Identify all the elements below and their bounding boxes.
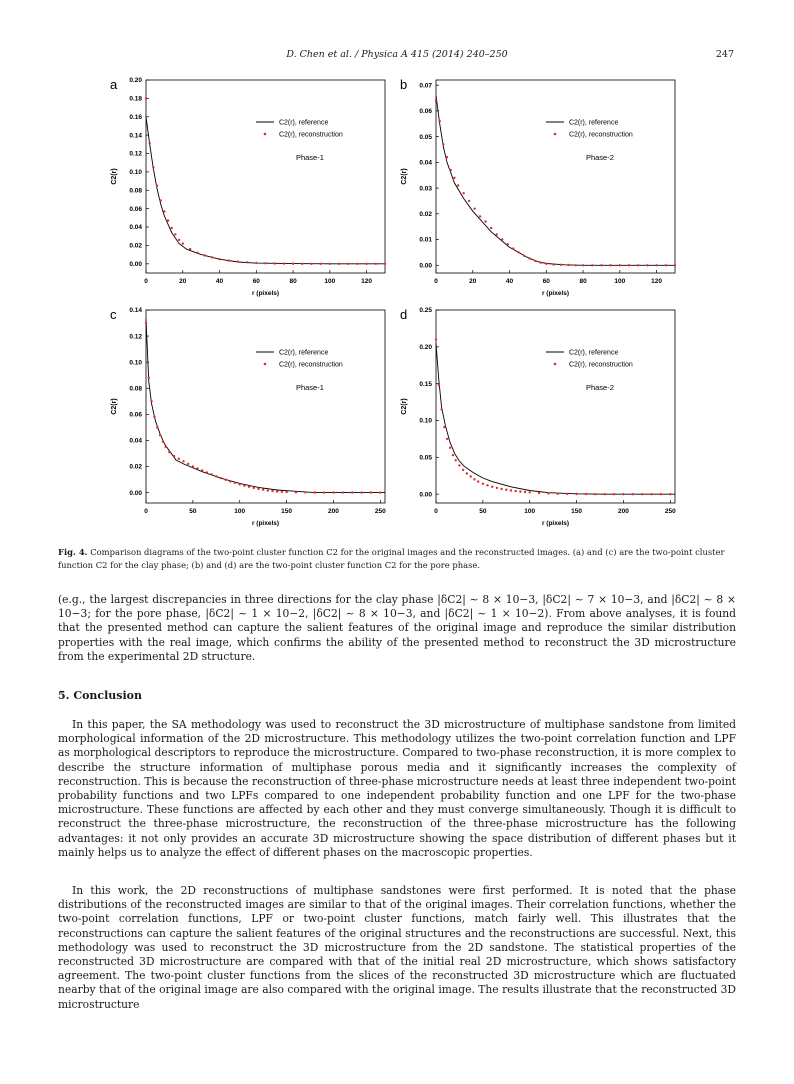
legend-entry-reconstruction: C2(r), reconstruction xyxy=(568,131,633,139)
reconstruction-point xyxy=(510,489,512,491)
reconstruction-point xyxy=(237,260,239,262)
reconstruction-point xyxy=(173,455,175,457)
reconstruction-point xyxy=(215,475,217,477)
section-heading: 5. Conclusion xyxy=(58,689,142,702)
reconstruction-point xyxy=(637,264,639,266)
legend-dot-swatch xyxy=(264,133,267,136)
reconstruction-point xyxy=(145,97,147,99)
reconstruction-point xyxy=(557,493,559,495)
reconstruction-point xyxy=(515,490,517,492)
reconstruction-point xyxy=(482,483,484,485)
reconstruction-point xyxy=(455,459,457,461)
reconstruction-point xyxy=(262,489,264,491)
y-tick-label: 0.06 xyxy=(419,108,432,116)
y-tick-label: 0.10 xyxy=(129,359,142,367)
reconstruction-point xyxy=(660,493,662,495)
x-axis-label: r (pixels) xyxy=(251,520,280,527)
reconstruction-point xyxy=(534,260,536,262)
reconstruction-point xyxy=(171,227,173,229)
reference-curve xyxy=(436,343,675,494)
reconstruction-point xyxy=(585,493,587,495)
reconstruction-point xyxy=(462,192,464,194)
reconstruction-point xyxy=(248,486,250,488)
chart-svg xyxy=(398,305,683,530)
reconstruction-point xyxy=(566,493,568,495)
reconstruction-point xyxy=(650,493,652,495)
y-axis-label: C2(r) xyxy=(401,168,408,185)
reconstruction-point xyxy=(229,480,231,482)
reconstruction-point xyxy=(201,469,203,471)
y-tick-label: 0.00 xyxy=(419,491,432,499)
reconstruction-point xyxy=(524,491,526,493)
y-tick-label: 0.15 xyxy=(419,380,432,388)
reconstruction-point xyxy=(665,264,667,266)
reconstruction-point xyxy=(314,491,316,493)
reconstruction-point xyxy=(167,219,169,221)
reconstruction-point xyxy=(332,491,334,493)
x-tick-label: 80 xyxy=(289,278,297,285)
reconstruction-point xyxy=(594,493,596,495)
reconstruction-point xyxy=(156,185,158,187)
x-tick-label: 100 xyxy=(614,278,626,285)
x-axis-label: r (pixels) xyxy=(251,290,280,297)
y-tick-label: 0.04 xyxy=(419,159,432,167)
reconstruction-point xyxy=(438,384,440,386)
reconstruction-point xyxy=(450,169,452,171)
reconstruction-point xyxy=(628,264,630,266)
reconstruction-point xyxy=(619,264,621,266)
reconstruction-point xyxy=(443,426,445,428)
y-tick-label: 0.02 xyxy=(419,211,432,219)
x-tick-label: 60 xyxy=(252,278,260,285)
reconstruction-point xyxy=(211,256,213,258)
legend-entry-reconstruction: C2(r), reconstruction xyxy=(278,131,343,139)
reconstruction-point xyxy=(338,263,340,265)
x-tick-label: 0 xyxy=(144,278,148,285)
chart-svg xyxy=(108,305,393,530)
reconstruction-point xyxy=(271,490,273,492)
reconstruction-point xyxy=(301,263,303,265)
reconstruction-point xyxy=(512,247,514,249)
reconstruction-point xyxy=(507,243,509,245)
reconstruction-point xyxy=(153,416,155,418)
reconstruction-point xyxy=(466,472,468,474)
plot-frame xyxy=(436,80,675,273)
reconstruction-point xyxy=(379,491,381,493)
y-tick-label: 0.02 xyxy=(129,463,142,471)
reconstruction-point xyxy=(206,471,208,473)
reconstruction-point xyxy=(641,493,643,495)
reconstruction-point xyxy=(283,262,285,264)
reconstruction-point xyxy=(435,99,437,101)
x-tick-label: 0 xyxy=(434,508,438,515)
x-tick-label: 20 xyxy=(179,278,187,285)
y-tick-label: 0.00 xyxy=(129,261,142,269)
reconstruction-point xyxy=(435,338,437,340)
reconstruction-point xyxy=(529,491,531,493)
y-tick-label: 0.10 xyxy=(419,417,432,425)
reconstruction-point xyxy=(360,491,362,493)
x-tick-label: 40 xyxy=(215,278,224,285)
reconstruction-point xyxy=(453,177,455,179)
x-tick-label: 50 xyxy=(479,508,487,515)
reconstruction-point xyxy=(518,251,520,253)
reconstruction-point xyxy=(468,200,470,202)
reconstruction-point xyxy=(187,463,189,465)
reconstruction-point xyxy=(234,482,236,484)
legend-dot-swatch xyxy=(264,363,267,366)
phase-annotation: Phase-1 xyxy=(295,383,324,392)
reconstruction-point xyxy=(505,489,507,491)
reconstruction-point xyxy=(292,263,294,265)
reconstruction-point xyxy=(329,263,331,265)
reference-curve xyxy=(146,117,385,264)
reconstruction-point xyxy=(462,469,464,471)
legend-entry-reference: C2(r), reference xyxy=(278,119,329,127)
reconstruction-point xyxy=(449,447,451,449)
legend-entry-reconstruction: C2(r), reconstruction xyxy=(568,361,633,369)
reconstruction-point xyxy=(370,491,372,493)
legend-entry-reconstruction: C2(r), reconstruction xyxy=(278,361,343,369)
y-tick-label: 0.20 xyxy=(129,77,142,85)
reconstruction-point xyxy=(218,258,220,260)
figure-panel-a xyxy=(108,75,393,304)
reconstruction-point xyxy=(160,199,162,201)
y-tick-label: 0.14 xyxy=(129,307,142,315)
reconstruction-point xyxy=(477,480,479,482)
reconstruction-point xyxy=(375,263,377,265)
y-tick-label: 0.08 xyxy=(129,385,142,393)
figure-caption xyxy=(58,546,738,572)
reconstruction-point xyxy=(243,485,245,487)
reconstruction-point xyxy=(545,263,547,265)
x-axis-label: r (pixels) xyxy=(541,290,570,297)
reconstruction-point xyxy=(168,451,170,453)
reconstruction-point xyxy=(295,491,297,493)
body-paragraph-2: In this paper, the SA methodology was used to reconstruct the 3D microstructure of multiphase sandstone from limited morphological information of the 2D microstructure. This methodology utilizes the two-point correlation function and LPF as morphological descriptors to reproduce the microstructure. Compared to two-phase reconstruction, it is more complex to describe the structure information of multiphase porous media and it significantly increases the complexity of reconstruction. This is because the reconstruction of three-phase microstructure needs at least three independent two-point probability functions and two LPFs compared to one independent probability function and one LPF for the two-phase microstructure. These functions are affected by each other and they must converge simultaneously. Though it is difficult to reconstruct the three-phase microstructure, the reconstruction of the three-phase microstructure has the following advantages: it not only provides an accurate 3D microstructure showing the space distribution of different phases but it mainly helps us to analyze the effect of different phases on the macroscopic properties. xyxy=(58,718,736,859)
reconstruction-point xyxy=(646,264,648,266)
reconstruction-point xyxy=(442,143,444,145)
y-tick-label: 0.12 xyxy=(129,150,142,158)
reconstruction-point xyxy=(150,400,152,402)
reconstruction-point xyxy=(156,426,158,428)
reconstruction-point xyxy=(281,491,283,493)
reconstruction-point xyxy=(622,493,624,495)
reconstruction-point xyxy=(323,491,325,493)
legend-entry-reference: C2(r), reference xyxy=(568,119,619,127)
reconstruction-point xyxy=(356,263,358,265)
reconstruction-point xyxy=(152,166,154,168)
y-tick-label: 0.06 xyxy=(129,205,142,213)
legend-entry-reference: C2(r), reference xyxy=(568,349,619,357)
reconstruction-point xyxy=(470,475,472,477)
reconstruction-point xyxy=(264,262,266,264)
reconstruction-point xyxy=(196,467,198,469)
reconstruction-point xyxy=(496,487,498,489)
reference-curve xyxy=(436,95,675,265)
y-tick-label: 0.02 xyxy=(129,242,142,250)
reconstruction-point xyxy=(276,490,278,492)
y-tick-label: 0.18 xyxy=(129,95,142,103)
reconstruction-point xyxy=(342,491,344,493)
x-tick-label: 150 xyxy=(281,508,293,515)
reconstruction-point xyxy=(310,263,312,265)
reconstruction-point xyxy=(575,264,577,266)
y-tick-label: 0.01 xyxy=(419,236,432,244)
caption-text: Comparison diagrams of the two-point cluster function C2 for the original images and the reconstructed images. (a) and (c) are the two-point cluster function C2 for the clay phase; (b) and (d) are the two-point cluster function C2 for the pore phase. xyxy=(58,547,725,570)
chart-svg xyxy=(398,75,683,300)
reconstruction-point xyxy=(473,478,475,480)
y-tick-label: 0.00 xyxy=(419,262,432,270)
x-tick-label: 120 xyxy=(361,278,373,285)
y-tick-label: 0.14 xyxy=(129,132,142,140)
reconstruction-point xyxy=(239,483,241,485)
reconstruction-point xyxy=(600,264,602,266)
reconstruction-point xyxy=(220,477,222,479)
reconstruction-point xyxy=(228,259,230,261)
legend-dot-swatch xyxy=(554,363,557,366)
reconstruction-point xyxy=(446,156,448,158)
panel-label: c xyxy=(110,307,117,322)
reconstruction-point xyxy=(604,493,606,495)
reconstruction-point xyxy=(178,458,180,460)
reconstruction-point xyxy=(178,239,180,241)
reconstruction-point xyxy=(320,263,322,265)
x-tick-label: 120 xyxy=(651,278,663,285)
x-tick-label: 200 xyxy=(328,508,339,515)
reconstruction-point xyxy=(145,322,147,324)
reconstruction-point xyxy=(351,491,353,493)
x-tick-label: 60 xyxy=(542,278,550,285)
y-tick-label: 0.03 xyxy=(419,185,432,193)
y-tick-label: 0.16 xyxy=(129,113,142,121)
caption-label: Fig. 4. xyxy=(58,547,88,557)
reconstruction-point xyxy=(484,220,486,222)
reconstruction-point xyxy=(674,264,676,266)
reconstruction-point xyxy=(567,264,569,266)
reconstruction-point xyxy=(440,408,442,410)
y-tick-label: 0.04 xyxy=(129,437,142,445)
reconstruction-point xyxy=(165,446,167,448)
reconstruction-point xyxy=(384,263,386,265)
x-tick-label: 150 xyxy=(571,508,583,515)
reconstruction-point xyxy=(347,263,349,265)
reconstruction-point xyxy=(196,252,198,254)
reconstruction-point xyxy=(255,262,257,264)
x-tick-label: 250 xyxy=(374,508,386,515)
body-paragraph-3: In this work, the 2D reconstructions of multiphase sandstones were first performed. It is noted that the phase distributions of the reconstructed images are similar to that of the original images. Their correlation functions, whether the two-point correlation functions, LPF or two-point cluster functions, match fairly well. This illustrates that the reconstructions can capture the salient features of the original structures and the reconstructions are successful. Next, this methodology was used to reconstruct the 3D microstructure from the 2D sandstone. The statistical properties of the reconstructed 3D microstructure are compared with that of the initial real 2D microstructure, which shows satisfactory agreement. The two-point cluster functions from the slices of the reconstructed 3D microstructure which are fluctuated nearby that of the original image are also compared with the original image. The results illustrate that the reconstructed 3D microstructure xyxy=(58,884,736,1011)
reconstruction-point xyxy=(162,441,164,443)
y-tick-label: 0.04 xyxy=(129,224,142,232)
reconstruction-point xyxy=(163,210,165,212)
reconstruction-point xyxy=(452,454,454,456)
reconstruction-point xyxy=(458,464,460,466)
y-tick-label: 0.05 xyxy=(419,454,432,462)
y-tick-label: 0.20 xyxy=(419,344,432,352)
reconstruction-point xyxy=(655,264,657,266)
reconstruction-point xyxy=(613,493,615,495)
y-axis-label: C2(r) xyxy=(111,168,118,185)
x-tick-label: 50 xyxy=(189,508,197,515)
y-axis-label: C2(r) xyxy=(111,398,118,415)
y-tick-label: 0.06 xyxy=(129,411,142,419)
reconstruction-point xyxy=(253,487,255,489)
reconstruction-point xyxy=(591,264,593,266)
reconstruction-point xyxy=(523,255,525,257)
figure-panel-c xyxy=(108,305,393,534)
reconstruction-point xyxy=(519,490,521,492)
reconstruction-point xyxy=(486,484,488,486)
reconstruction-point xyxy=(174,233,176,235)
y-tick-label: 0.10 xyxy=(129,169,142,177)
reconstruction-point xyxy=(553,263,555,265)
x-tick-label: 200 xyxy=(618,508,629,515)
reconstruction-point xyxy=(669,493,671,495)
reconstruction-point xyxy=(365,263,367,265)
reconstruction-point xyxy=(182,242,184,244)
y-tick-label: 0.25 xyxy=(419,307,432,315)
reconstruction-point xyxy=(274,262,276,264)
y-tick-label: 0.05 xyxy=(419,133,432,141)
reconstruction-point xyxy=(491,486,493,488)
x-tick-label: 0 xyxy=(434,278,438,285)
reconstruction-point xyxy=(496,233,498,235)
x-tick-label: 250 xyxy=(664,508,676,515)
y-tick-label: 0.12 xyxy=(129,333,142,341)
y-tick-label: 0.00 xyxy=(129,489,142,497)
legend-dot-swatch xyxy=(554,133,557,136)
reconstruction-point xyxy=(540,262,542,264)
plot-frame xyxy=(436,310,675,503)
reconstruction-point xyxy=(473,208,475,210)
reconstruction-point xyxy=(149,142,151,144)
reconstruction-point xyxy=(204,254,206,256)
reference-curve xyxy=(146,319,385,493)
reconstruction-point xyxy=(500,488,502,490)
phase-annotation: Phase-1 xyxy=(295,153,324,162)
reconstruction-point xyxy=(148,377,150,379)
legend-entry-reference: C2(r), reference xyxy=(278,349,329,357)
x-tick-label: 20 xyxy=(469,278,477,285)
journal-citation: D. Chen et al. / Physica A 415 (2014) 240–250 xyxy=(286,49,508,60)
phase-annotation: Phase-2 xyxy=(585,153,614,162)
reconstruction-point xyxy=(225,479,227,481)
reconstruction-point xyxy=(189,248,191,250)
reconstruction-point xyxy=(529,257,531,259)
reconstruction-point xyxy=(575,493,577,495)
reconstruction-point xyxy=(479,215,481,217)
panel-label: b xyxy=(400,77,408,92)
reconstruction-point xyxy=(446,438,448,440)
y-tick-label: 0.07 xyxy=(419,82,432,90)
phase-annotation: Phase-2 xyxy=(585,383,614,392)
reconstruction-point xyxy=(610,264,612,266)
x-tick-label: 40 xyxy=(505,278,514,285)
y-tick-label: 0.08 xyxy=(129,187,142,195)
reconstruction-point xyxy=(632,493,634,495)
reconstruction-point xyxy=(582,264,584,266)
reconstruction-point xyxy=(285,491,287,493)
page-number: 247 xyxy=(715,49,734,60)
reconstruction-point xyxy=(246,261,248,263)
x-tick-label: 80 xyxy=(579,278,587,285)
reconstruction-point xyxy=(267,489,269,491)
x-tick-label: 100 xyxy=(234,508,246,515)
reconstruction-point xyxy=(439,120,441,122)
reconstruction-point xyxy=(547,492,549,494)
reconstruction-point xyxy=(257,488,259,490)
reconstruction-point xyxy=(560,264,562,266)
chart-svg xyxy=(108,75,393,300)
reconstruction-point xyxy=(501,238,503,240)
x-tick-label: 0 xyxy=(144,508,148,515)
figure-panel-b xyxy=(398,75,683,304)
panel-label: d xyxy=(400,307,408,322)
panel-label: a xyxy=(110,77,118,92)
y-axis-label: C2(r) xyxy=(401,398,408,415)
reconstruction-point xyxy=(159,434,161,436)
plot-frame xyxy=(146,310,385,503)
reconstruction-point xyxy=(490,227,492,229)
reconstruction-point xyxy=(304,491,306,493)
reconstruction-point xyxy=(457,184,459,186)
x-axis-label: r (pixels) xyxy=(541,520,570,527)
figure-panel-d xyxy=(398,305,683,534)
reconstruction-point xyxy=(182,460,184,462)
reconstruction-point xyxy=(210,473,212,475)
x-tick-label: 100 xyxy=(524,508,536,515)
reconstruction-point xyxy=(538,492,540,494)
reconstruction-point xyxy=(192,465,194,467)
body-paragraph-1: (e.g., the largest discrepancies in three directions for the clay phase |δC2| ∼ 8 × 10−3, |δC2| ∼ 7 × 10−3, and |δC2| ∼ 8 × 10−3; for the pore phase, |δC2| ∼ 1 × 10−2, |δC2| ∼ 8 × 10−3, and |δC2| ∼ 1 × 10−2). From above analyses, it is found that the presented method can capture the salient features of the original image and reproduce the similar distribution properties with the real image, which confirms the ability of the presented method to reconstruct the 3D microstructure from the experimental 2D structure. xyxy=(58,593,736,663)
x-tick-label: 100 xyxy=(324,278,336,285)
